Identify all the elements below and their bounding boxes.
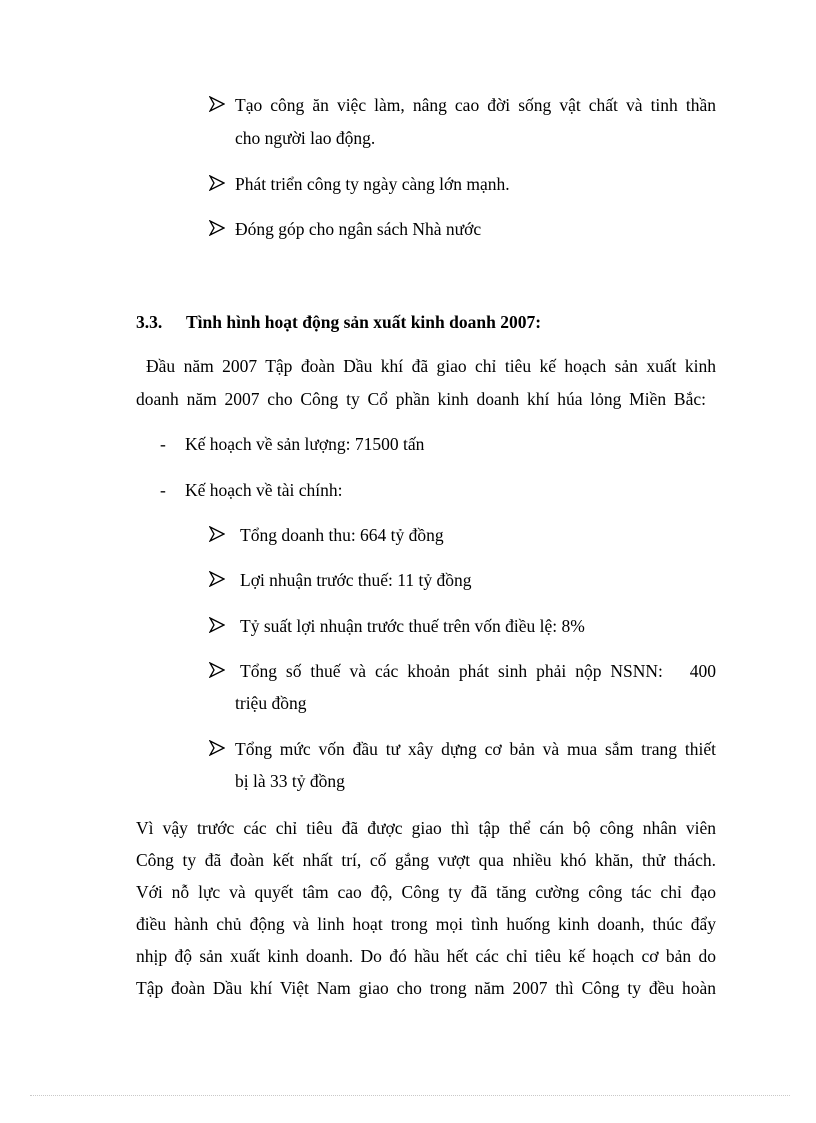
finance-bullet-text: Tổng số thuế và các khoản phát sinh phải nộp NSNN: 400 <box>240 661 716 681</box>
arrow-bullet-icon <box>209 617 225 633</box>
arrow-bullet-icon <box>209 571 225 587</box>
arrow-bullet-icon <box>209 175 225 191</box>
conclusion-line: điều hành chủ động và linh hoạt trong mọi tình huống kinh doanh, thúc đẩy <box>136 914 716 934</box>
arrow-bullet-icon <box>209 220 225 236</box>
conclusion-line: nhịp độ sản xuất kinh doanh. Do đó hầu hết các chỉ tiêu kế hoạch cơ bản do <box>136 946 716 966</box>
bullet-text: Đóng góp cho ngân sách Nhà nước <box>235 219 482 239</box>
finance-bullet-text: Tổng mức vốn đầu tư xây dựng cơ bản và mua sắm trang thiết <box>235 739 716 759</box>
arrow-bullet-icon <box>209 526 225 542</box>
intro-line: Đầu năm 2007 Tập đoàn Dầu khí đã giao chỉ tiêu kế hoạch sản xuất kinh <box>146 356 716 376</box>
plan-item-text: Kế hoạch về tài chính: <box>185 480 343 500</box>
section-number: 3.3. <box>136 312 163 332</box>
conclusion-line: Vì vậy trước các chỉ tiêu đã được giao thì tập thể cán bộ công nhân viên <box>136 818 716 838</box>
section-title: Tình hình hoạt động sản xuất kinh doanh 2007: <box>186 312 542 332</box>
arrow-bullet-icon <box>209 740 225 756</box>
conclusion-line: Công ty đã đoàn kết nhất trí, cố gắng vượt qua nhiều khó khăn, thử thách. <box>136 850 716 870</box>
plan-item-text: Kế hoạch về sản lượng: 71500 tấn <box>185 434 425 454</box>
dash-marker: - <box>160 480 166 500</box>
page-bottom-divider <box>30 1095 790 1096</box>
bullet-text-continuation: cho người lao động. <box>235 128 376 148</box>
finance-bullet-text: Lợi nhuận trước thuế: 11 tỷ đồng <box>240 570 472 590</box>
conclusion-line: Với nỗ lực và quyết tâm cao độ, Công ty đã tăng cường công tác chỉ đạo <box>136 882 716 902</box>
dash-marker: - <box>160 434 166 454</box>
finance-bullet-text: Tỷ suất lợi nhuận trước thuế trên vốn điều lệ: 8% <box>240 616 585 636</box>
bullet-text: Tạo công ăn việc làm, nâng cao đời sống vật chất và tinh thần <box>235 95 716 115</box>
intro-line: doanh năm 2007 cho Công ty Cổ phần kinh doanh khí húa lỏng Miền Bắc: <box>136 389 706 409</box>
finance-bullet-text: Tổng doanh thu: 664 tỷ đồng <box>240 525 444 545</box>
finance-bullet-continuation: triệu đồng <box>235 693 307 713</box>
arrow-bullet-icon <box>209 96 225 112</box>
conclusion-line: Tập đoàn Dầu khí Việt Nam giao cho trong năm 2007 thì Công ty đều hoàn <box>136 978 716 998</box>
bullet-text: Phát triển công ty ngày càng lớn mạnh. <box>235 174 510 194</box>
arrow-bullet-icon <box>209 662 225 678</box>
finance-bullet-continuation: bị là 33 tỷ đồng <box>235 771 345 791</box>
